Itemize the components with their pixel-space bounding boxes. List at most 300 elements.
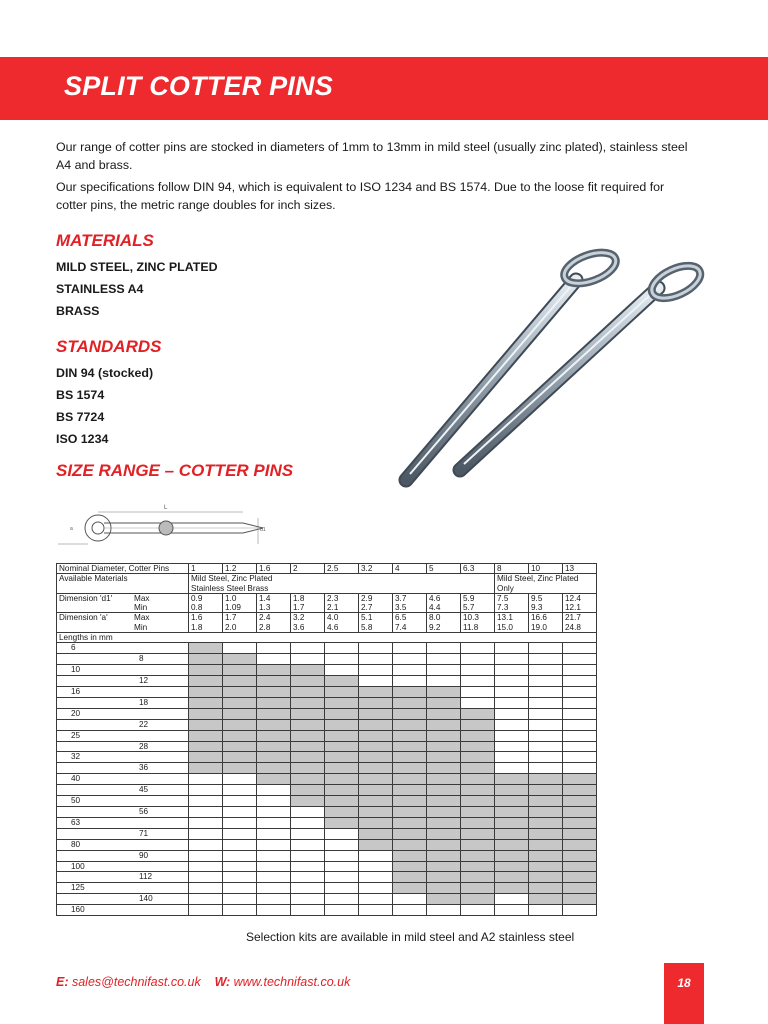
unavailable-cell: [257, 894, 291, 905]
length-label: 63: [57, 817, 189, 828]
available-cell: [325, 785, 359, 796]
unavailable-cell: [393, 894, 427, 905]
available-cell: [325, 741, 359, 752]
length-row: [57, 752, 597, 763]
unavailable-cell: [393, 676, 427, 687]
available-cell: [563, 785, 597, 796]
unavailable-cell: [223, 785, 257, 796]
max-label: Max: [134, 593, 150, 603]
available-cell: [359, 752, 393, 763]
unavailable-cell: [257, 654, 291, 665]
email-link[interactable]: sales@technifast.co.uk: [71, 975, 201, 989]
length-label: 56: [57, 806, 189, 817]
available-cell: [359, 806, 393, 817]
available-cell: [359, 687, 393, 698]
min-value: 0.8: [191, 603, 203, 613]
min-value: 2.7: [361, 603, 373, 613]
unavailable-cell: [257, 850, 291, 861]
available-cell: [461, 894, 495, 905]
length-label: 20: [57, 708, 189, 719]
available-cell: [189, 665, 223, 676]
dimension-value-cell: [461, 613, 495, 633]
web-link[interactable]: www.technifast.co.uk: [233, 975, 351, 989]
available-cell: [461, 774, 495, 785]
available-cell: [393, 687, 427, 698]
diameter-cell: 6.3: [461, 564, 495, 574]
available-cell: [393, 774, 427, 785]
unavailable-cell: [223, 883, 257, 894]
unavailable-cell: [223, 817, 257, 828]
unavailable-cell: [223, 774, 257, 785]
available-cell: [291, 697, 325, 708]
table-row: [57, 633, 597, 643]
available-cell: [461, 708, 495, 719]
available-cell: [291, 687, 325, 698]
available-cell: [529, 894, 563, 905]
standards-list: [56, 362, 153, 450]
available-cell: [393, 817, 427, 828]
length-row: [57, 687, 597, 698]
unavailable-cell: [529, 708, 563, 719]
dimension-a-text: Dimension 'a': [59, 613, 108, 623]
available-cell: [427, 850, 461, 861]
available-cell: [291, 665, 325, 676]
available-materials-label: Available Materials: [57, 574, 189, 594]
available-cell: [427, 828, 461, 839]
available-cell: [291, 785, 325, 796]
unavailable-cell: [529, 752, 563, 763]
diameter-cell: 2.5: [325, 564, 359, 574]
length-row: [57, 872, 597, 883]
available-cell: [189, 763, 223, 774]
unavailable-cell: [461, 697, 495, 708]
available-cell: [461, 719, 495, 730]
unavailable-cell: [223, 806, 257, 817]
available-cell: [563, 883, 597, 894]
materials-list: [56, 256, 218, 322]
email-label: E:: [56, 975, 69, 989]
unavailable-cell: [529, 687, 563, 698]
min-value: 19.0: [531, 622, 547, 632]
unavailable-cell: [495, 665, 529, 676]
unavailable-cell: [427, 665, 461, 676]
max-value: 4.0: [327, 613, 339, 623]
available-cell: [461, 752, 495, 763]
unavailable-cell: [325, 872, 359, 883]
available-cell: [257, 741, 291, 752]
unavailable-cell: [291, 817, 325, 828]
max-value: 1.7: [225, 613, 237, 623]
min-value: 4.4: [429, 603, 441, 613]
unavailable-cell: [189, 894, 223, 905]
length-label: 140: [57, 894, 189, 905]
unavailable-cell: [223, 872, 257, 883]
unavailable-cell: [393, 654, 427, 665]
available-cell: [359, 719, 393, 730]
available-cell: [257, 687, 291, 698]
min-value: 2.0: [225, 622, 237, 632]
min-value: 7.3: [497, 603, 509, 613]
available-cell: [427, 752, 461, 763]
available-cell: [495, 861, 529, 872]
length-label: 18: [57, 697, 189, 708]
min-value: 24.8: [565, 622, 581, 632]
unavailable-cell: [325, 643, 359, 654]
diameter-cell: 2: [291, 564, 325, 574]
length-row: [57, 806, 597, 817]
available-cell: [393, 785, 427, 796]
unavailable-cell: [529, 643, 563, 654]
max-label: Max: [134, 613, 150, 623]
dimension-value-cell: [495, 593, 529, 613]
available-cell: [393, 719, 427, 730]
dimension-a-label: [57, 613, 189, 633]
unavailable-cell: [189, 850, 223, 861]
unavailable-cell: [257, 785, 291, 796]
unavailable-cell: [461, 665, 495, 676]
available-cell: [461, 839, 495, 850]
nominal-diameter-label: Nominal Diameter, Cotter Pins: [57, 564, 189, 574]
unavailable-cell: [189, 905, 223, 916]
available-cell: [563, 774, 597, 785]
available-cell: [427, 741, 461, 752]
unavailable-cell: [427, 905, 461, 916]
min-value: 5.8: [361, 622, 373, 632]
available-cell: [359, 697, 393, 708]
unavailable-cell: [359, 850, 393, 861]
dimension-value-cell: [393, 593, 427, 613]
unavailable-cell: [359, 894, 393, 905]
cotter-pin-left: [406, 247, 620, 480]
dimension-value-cell: [189, 613, 223, 633]
page-number-box: [664, 963, 704, 1024]
length-label: 100: [57, 861, 189, 872]
available-cell: [291, 752, 325, 763]
available-cell: [393, 850, 427, 861]
unavailable-cell: [291, 839, 325, 850]
diameter-cell: 3.2: [359, 564, 393, 574]
unavailable-cell: [189, 872, 223, 883]
intro-text: [56, 138, 696, 218]
dimension-value-cell: [393, 613, 427, 633]
unavailable-cell: [529, 730, 563, 741]
max-value: 13.1: [497, 613, 513, 623]
available-cell: [529, 806, 563, 817]
max-value: 2.9: [361, 593, 373, 603]
cotter-pin-dimension-diagram: [58, 498, 288, 550]
table-row: [57, 574, 597, 594]
diameter-cell: 8: [495, 564, 529, 574]
unavailable-cell: [359, 676, 393, 687]
length-label: 28: [57, 741, 189, 752]
unavailable-cell: [223, 861, 257, 872]
unavailable-cell: [223, 643, 257, 654]
available-cell: [291, 676, 325, 687]
unavailable-cell: [359, 883, 393, 894]
length-row: [57, 883, 597, 894]
available-cell: [427, 763, 461, 774]
unavailable-cell: [223, 905, 257, 916]
available-cell: [427, 806, 461, 817]
available-cell: [495, 850, 529, 861]
available-cell: [359, 741, 393, 752]
available-cell: [495, 872, 529, 883]
unavailable-cell: [495, 676, 529, 687]
min-value: 11.8: [463, 622, 479, 632]
max-value: 1.4: [259, 593, 271, 603]
size-range-heading: SIZE RANGE – COTTER PINS: [56, 461, 294, 480]
unavailable-cell: [325, 828, 359, 839]
available-cell: [189, 708, 223, 719]
unavailable-cell: [393, 643, 427, 654]
dimension-value-cell: [359, 613, 393, 633]
materials-zinc-only-cell: Mild Steel, Zinc Plated Only: [495, 574, 597, 594]
unavailable-cell: [325, 850, 359, 861]
available-cell: [529, 828, 563, 839]
min-label: Min: [134, 603, 148, 613]
available-cell: [563, 894, 597, 905]
available-cell: [189, 687, 223, 698]
unavailable-cell: [291, 654, 325, 665]
available-cell: [461, 850, 495, 861]
available-cell: [223, 719, 257, 730]
available-cell: [257, 708, 291, 719]
dimension-d1-text: Dimension 'd1': [59, 593, 113, 603]
unavailable-cell: [359, 654, 393, 665]
min-value: 15.0: [497, 622, 513, 632]
lengths-label: Lengths in mm: [57, 633, 597, 643]
available-cell: [427, 785, 461, 796]
available-cell: [427, 894, 461, 905]
available-cell: [427, 817, 461, 828]
available-cell: [427, 883, 461, 894]
dimension-value-cell: [563, 613, 597, 633]
list-item: MILD STEEL, ZINC PLATED: [56, 260, 218, 274]
available-cell: [393, 806, 427, 817]
table-row: [57, 564, 597, 574]
available-cell: [461, 817, 495, 828]
length-row: [57, 839, 597, 850]
available-cell: [563, 850, 597, 861]
available-cell: [427, 861, 461, 872]
length-label: 22: [57, 719, 189, 730]
available-cell: [325, 676, 359, 687]
dimension-value-cell: [359, 593, 393, 613]
dimension-value-cell: [291, 593, 325, 613]
available-cell: [427, 839, 461, 850]
unavailable-cell: [495, 741, 529, 752]
length-label: 16: [57, 687, 189, 698]
max-value: 5.1: [361, 613, 373, 623]
dimension-value-cell: [495, 613, 529, 633]
unavailable-cell: [529, 676, 563, 687]
list-item: ISO 1234: [56, 432, 109, 446]
materials-standard-cell: Mild Steel, Zinc Plated Stainless Steel Brass: [189, 574, 495, 594]
max-value: 2.4: [259, 613, 271, 623]
available-cell: [325, 752, 359, 763]
min-value: 5.7: [463, 603, 475, 613]
available-cell: [427, 697, 461, 708]
available-cell: [563, 806, 597, 817]
intro-paragraph-2: Our specifications follow DIN 94, which is equivalent to ISO 1234 and BS 1574. Due to the loose fit required for cotter pins, the metric range doubles for inch sizes.: [56, 180, 665, 212]
length-row: [57, 828, 597, 839]
dimension-value-cell: [189, 593, 223, 613]
dimension-d1-label: [57, 593, 189, 613]
intro-paragraph-1: Our range of cotter pins are stocked in diameters of 1mm to 13mm in mild steel (usually zinc plated), stainless steel A4 and brass.: [56, 140, 688, 172]
unavailable-cell: [461, 905, 495, 916]
dimension-value-cell: [563, 593, 597, 613]
min-value: 3.6: [293, 622, 305, 632]
available-cell: [359, 708, 393, 719]
unavailable-cell: [257, 872, 291, 883]
unavailable-cell: [563, 719, 597, 730]
dimension-value-cell: [291, 613, 325, 633]
max-value: 12.4: [565, 593, 581, 603]
dimension-value-cell: [461, 593, 495, 613]
unavailable-cell: [359, 665, 393, 676]
available-cell: [291, 708, 325, 719]
diagram-label-l: L: [164, 505, 168, 511]
unavailable-cell: [427, 643, 461, 654]
available-cell: [393, 708, 427, 719]
unavailable-cell: [359, 905, 393, 916]
available-cell: [495, 774, 529, 785]
unavailable-cell: [291, 872, 325, 883]
unavailable-cell: [291, 883, 325, 894]
length-label: 12: [57, 676, 189, 687]
available-cell: [189, 741, 223, 752]
available-cell: [291, 796, 325, 807]
unavailable-cell: [529, 654, 563, 665]
unavailable-cell: [495, 894, 529, 905]
available-cell: [189, 719, 223, 730]
unavailable-cell: [495, 687, 529, 698]
available-cell: [563, 796, 597, 807]
length-label: 125: [57, 883, 189, 894]
available-cell: [189, 752, 223, 763]
available-cell: [223, 752, 257, 763]
web-label: W:: [214, 975, 231, 989]
available-cell: [529, 796, 563, 807]
min-value: 7.4: [395, 622, 407, 632]
available-cell: [427, 687, 461, 698]
available-cell: [359, 763, 393, 774]
unavailable-cell: [461, 687, 495, 698]
unavailable-cell: [563, 643, 597, 654]
available-cell: [257, 697, 291, 708]
available-cell: [563, 817, 597, 828]
unavailable-cell: [563, 905, 597, 916]
length-row: [57, 861, 597, 872]
unavailable-cell: [563, 687, 597, 698]
diagram-label-a: a: [70, 526, 73, 532]
available-cell: [495, 883, 529, 894]
length-row: [57, 708, 597, 719]
unavailable-cell: [223, 894, 257, 905]
dimension-value-cell: [529, 613, 563, 633]
available-cell: [393, 741, 427, 752]
unavailable-cell: [495, 654, 529, 665]
min-value: 1.8: [191, 622, 203, 632]
available-cell: [461, 828, 495, 839]
min-value: 1.3: [259, 603, 271, 613]
max-value: 7.5: [497, 593, 509, 603]
dimension-value-cell: [257, 613, 291, 633]
available-cell: [359, 796, 393, 807]
available-cell: [461, 741, 495, 752]
dimension-value-cell: [529, 593, 563, 613]
min-value: 2.1: [327, 603, 339, 613]
max-value: 3.2: [293, 613, 305, 623]
available-cell: [359, 839, 393, 850]
unavailable-cell: [291, 861, 325, 872]
available-cell: [359, 817, 393, 828]
unavailable-cell: [461, 676, 495, 687]
max-value: 9.5: [531, 593, 543, 603]
available-cell: [563, 828, 597, 839]
diameter-cell: 4: [393, 564, 427, 574]
unavailable-cell: [189, 796, 223, 807]
available-cell: [223, 730, 257, 741]
available-cell: [359, 730, 393, 741]
available-cell: [393, 861, 427, 872]
unavailable-cell: [461, 643, 495, 654]
min-value: 9.2: [429, 622, 441, 632]
size-range-table: [56, 563, 597, 916]
available-cell: [257, 752, 291, 763]
diameter-cell: 1.6: [257, 564, 291, 574]
diameter-cell: 10: [529, 564, 563, 574]
unavailable-cell: [563, 763, 597, 774]
available-cell: [291, 730, 325, 741]
unavailable-cell: [325, 839, 359, 850]
unavailable-cell: [393, 665, 427, 676]
selection-kits-note: Selection kits are available in mild steel and A2 stainless steel: [246, 930, 575, 944]
min-value: 1.09: [225, 603, 241, 613]
available-cell: [427, 730, 461, 741]
list-item: STAINLESS A4: [56, 282, 144, 296]
list-item: BS 1574: [56, 388, 105, 402]
unavailable-cell: [495, 763, 529, 774]
min-value: 3.5: [395, 603, 407, 613]
max-value: 1.0: [225, 593, 237, 603]
available-cell: [223, 665, 257, 676]
unavailable-cell: [257, 817, 291, 828]
available-cell: [495, 796, 529, 807]
unavailable-cell: [359, 861, 393, 872]
unavailable-cell: [563, 741, 597, 752]
available-cell: [291, 763, 325, 774]
available-cell: [495, 806, 529, 817]
available-cell: [223, 741, 257, 752]
max-value: 5.9: [463, 593, 475, 603]
length-row: [57, 894, 597, 905]
unavailable-cell: [529, 905, 563, 916]
dimension-value-cell: [427, 613, 461, 633]
available-cell: [325, 687, 359, 698]
dimension-value-cell: [223, 593, 257, 613]
unavailable-cell: [529, 697, 563, 708]
unavailable-cell: [495, 905, 529, 916]
available-cell: [325, 730, 359, 741]
available-cell: [325, 806, 359, 817]
available-cell: [529, 774, 563, 785]
min-value: 9.3: [531, 603, 543, 613]
unavailable-cell: [223, 850, 257, 861]
unavailable-cell: [495, 708, 529, 719]
available-cell: [325, 708, 359, 719]
length-label: 36: [57, 763, 189, 774]
